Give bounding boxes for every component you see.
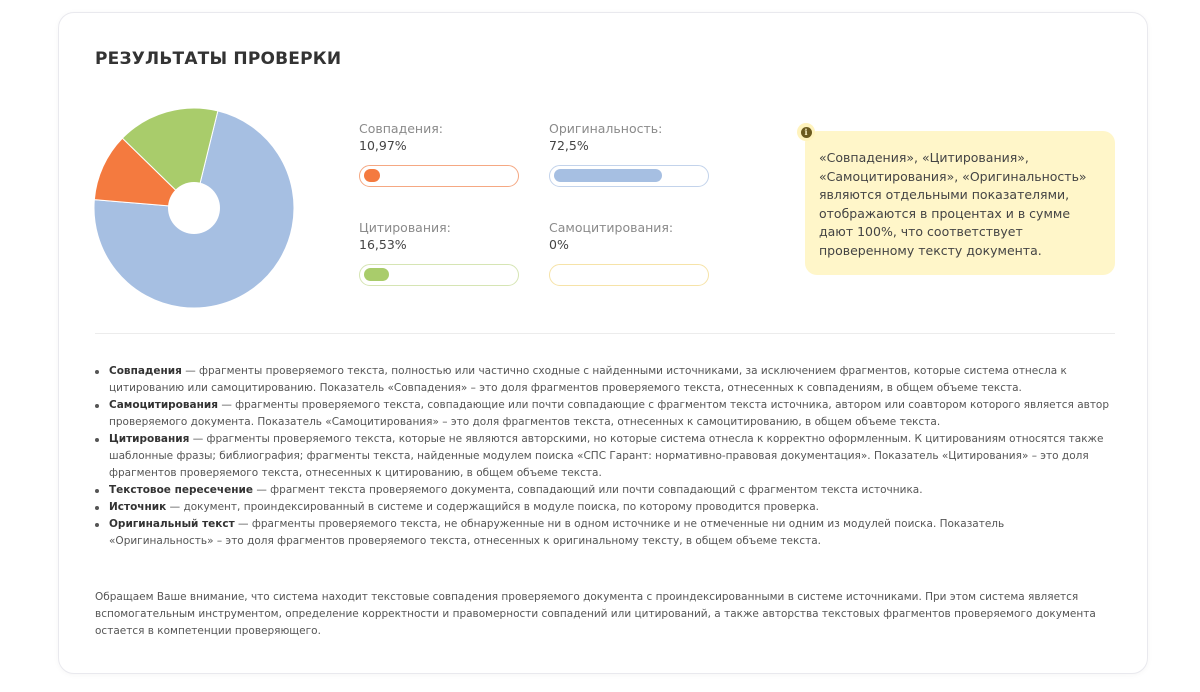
progress-bar [549, 264, 709, 286]
divider [95, 333, 1115, 334]
metric-value: 16,53% [359, 237, 407, 252]
metric-label: Цитирования: [359, 220, 451, 235]
definition-text: — документ, проиндексированный в системе и содержащийся в модуле поиска, по которому проводится проверка. [166, 501, 819, 513]
results-card [58, 12, 1148, 674]
metric-label: Самоцитирования: [549, 220, 674, 235]
list-item [95, 431, 1110, 482]
progress-bar [549, 165, 709, 187]
metric-value: 0% [549, 237, 569, 252]
metric-label: Оригинальность: [549, 121, 663, 136]
metric-citations [359, 220, 524, 253]
definition-text: — фрагменты проверяемого текста, совпадающие или почти совпадающие с фрагментом текста источника, автором или соавтором которого является автор проверяемого документа. Показатель «Самоцитирования» – это доля фрагментов текста, отнесенных к самоцитированию, в общем объеме текста. [109, 399, 1110, 428]
pie-chart [89, 103, 299, 313]
metric-value: 10,97% [359, 138, 407, 153]
progress-fill [364, 169, 380, 182]
info-text: «Совпадения», «Цитирования», «Самоцитирования», «Оригинальность» являются отдельными показателями, отображаются в процентах и в сумме дают 100%, что соответствует проверенному тексту документа. [819, 150, 1087, 258]
page-title: РЕЗУЛЬТАТЫ ПРОВЕРКИ [95, 49, 342, 69]
progress-bar [359, 165, 519, 187]
metric-originality [549, 121, 714, 154]
metric-value: 72,5% [549, 138, 589, 153]
progress-fill [554, 169, 662, 182]
list-item [95, 482, 1110, 499]
definition-text: — фрагменты проверяемого текста, не обнаруженные ни в одном источнике и не отмеченные ни одним из модулей поиска. Показатель «Оригинальность» – это доля фрагментов проверяемого текста, отнесенных к оригинальному тексту, в общем объеме текста. [109, 518, 1005, 547]
definition-term: Источник [109, 501, 167, 513]
metric-label: Совпадения: [359, 121, 443, 136]
definition-text: — фрагмент текста проверяемого документа, совпадающий или почти совпадающий с фрагментом текста источника. [253, 484, 923, 496]
list-item [95, 499, 1110, 516]
definition-term: Текстовое пересечение [109, 484, 253, 496]
definition-term: Цитирования [109, 433, 190, 445]
pie-center-hole [168, 182, 220, 234]
progress-fill [364, 268, 389, 281]
list-item [95, 516, 1110, 550]
list-item [95, 363, 1110, 397]
definition-text: — фрагменты проверяемого текста, которые не являются авторскими, но которые система отнесла к корректно оформленным. К цитированиям относятся также шаблонные фразы; библиография; фрагменты текста, найденные модулем поиска «СПС Гарант: нормативно-правовая документация». Показатель «Цитирования» – это доля фрагментов проверяемого текста, отнесенных к цитированию, в общем объеме текста. [109, 433, 1104, 479]
metric-matches [359, 121, 524, 154]
definition-term: Оригинальный текст [109, 518, 235, 530]
definition-text: — фрагменты проверяемого текста, полностью или частично сходные с найденными источниками, за исключением фрагментов, которые система отнесла к цитированию или самоцитированию. Показатель «Совпадения» – это доля фрагментов проверяемого текста, отнесенных к совпадениям, в общем объеме текста. [109, 365, 1067, 394]
list-item [95, 397, 1110, 431]
definition-term: Совпадения [109, 365, 182, 377]
progress-bar [359, 264, 519, 286]
info-icon: i [797, 123, 815, 141]
metric-self-citations [549, 220, 714, 253]
definition-term: Самоцитирования [109, 399, 218, 411]
disclaimer-note: Обращаем Ваше внимание, что система находит текстовые совпадения проверяемого документа с проиндексированными в системе источниками. При этом система является вспомогательным инструментом, определение корректности и правомерности совпадений или цитирований, а также авторства текстовых фрагментов проверяемого документа остается в компетенции проверяющего. [95, 591, 1096, 637]
definitions-list [95, 363, 1110, 550]
info-box [804, 126, 1115, 275]
